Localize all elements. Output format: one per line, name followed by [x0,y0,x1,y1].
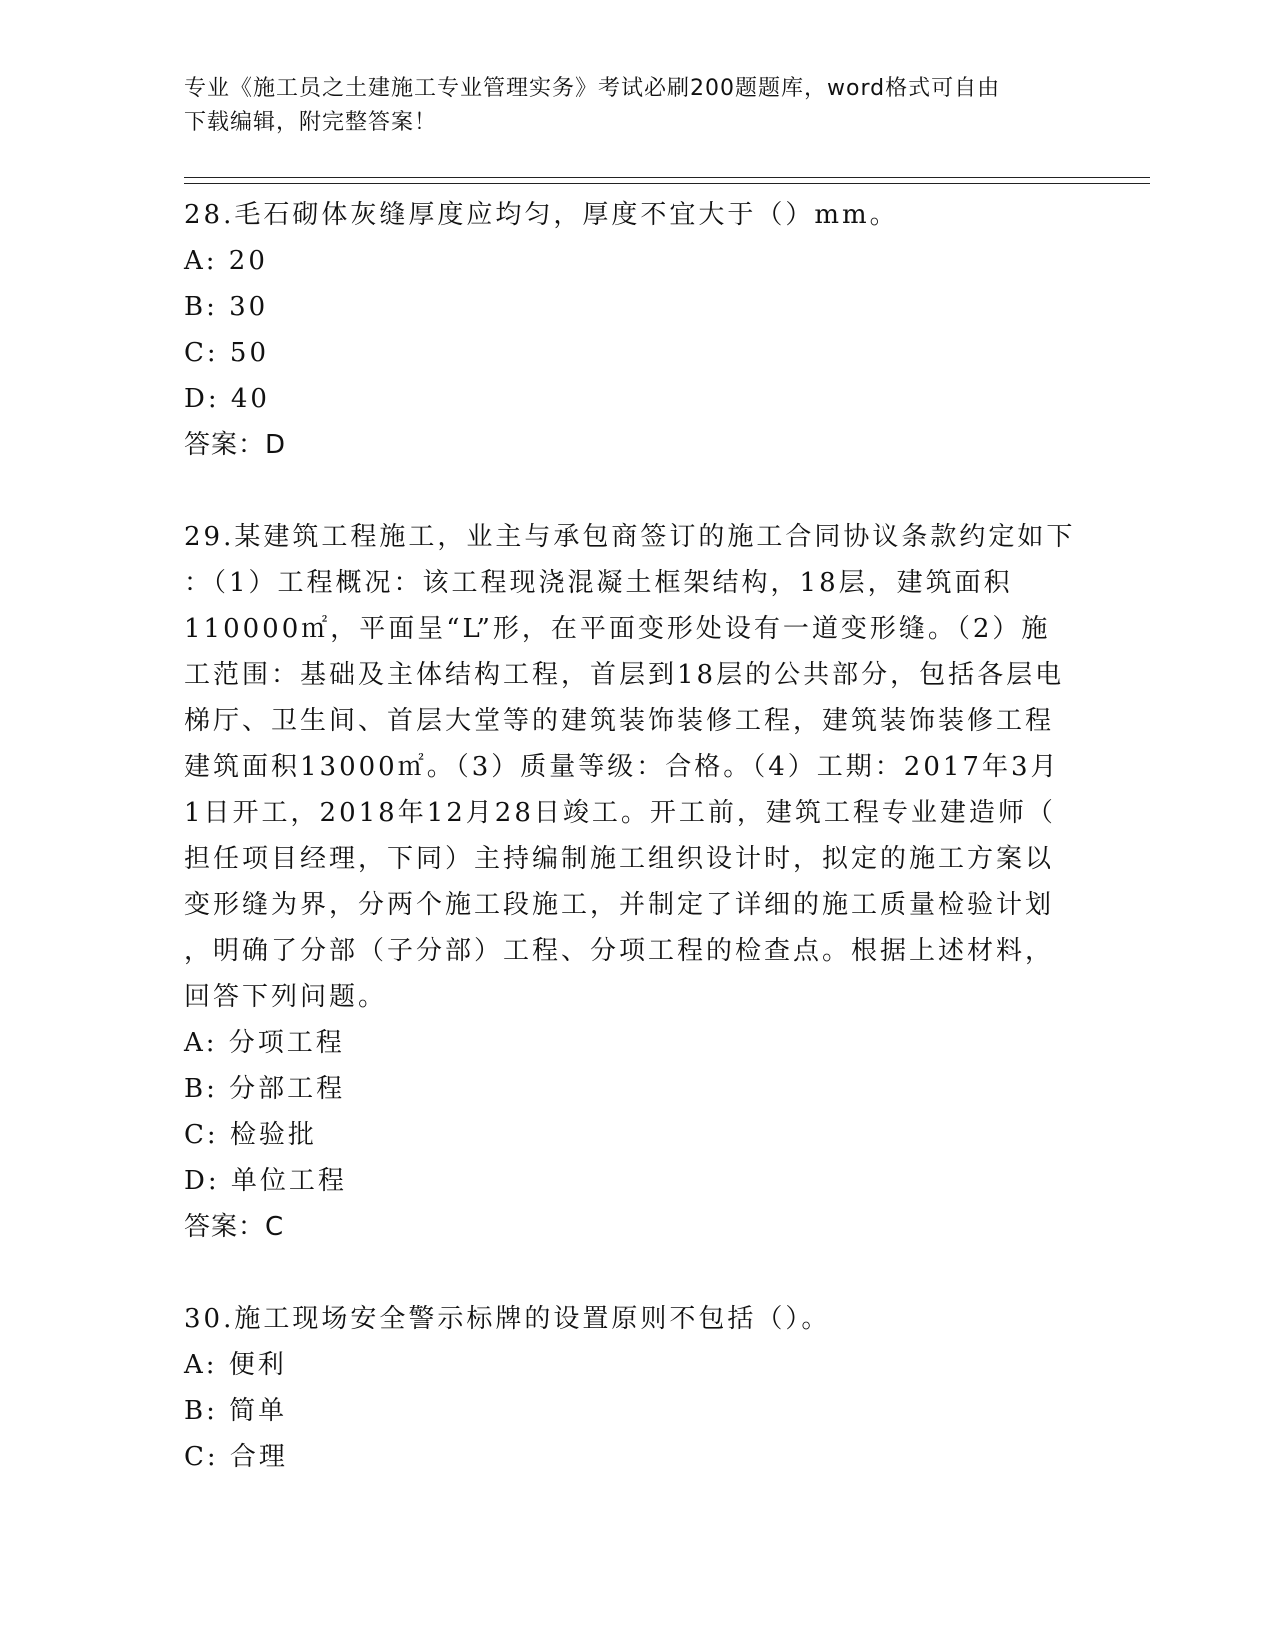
question-stem-line: 1日开工，2018年12月28日竣工。开工前，建筑工程专业建造师（ [184,798,1056,828]
question-stem-line: 变形缝为界，分两个施工段施工，并制定了详细的施工质量检验计划 [184,890,1055,920]
header-line-1: 专业《施工员之土建施工专业管理实务》考试必刷200题题库，word格式可自由 [184,76,1001,101]
option-d: D: 单位工程 [184,1166,347,1196]
question-stem-line: ，明确了分部（子分部）工程、分项工程的检查点。根据上述材料， [184,936,1055,966]
option-a: A: 分项工程 [184,1028,345,1058]
question-29 [184,514,1084,1250]
question-list [184,192,1084,1480]
question-stem-line: 28.毛石砌体灰缝厚度应均匀，厚度不宜大于（）mm。 [184,200,899,230]
question-30 [184,1296,1084,1480]
question-stem-line: ：（1）工程概况：该工程现浇混凝土框架结构，18层，建筑面积 [184,568,1013,598]
question-stem-line: 梯厅、卫生间、首层大堂等的建筑装饰装修工程，建筑装饰装修工程 [184,706,1055,736]
option-a: A: 便利 [184,1350,287,1380]
answer-label: 答案：D [184,430,287,460]
header-divider-top [184,177,1150,178]
option-c: C: 检验批 [184,1120,317,1150]
option-c: C: 合理 [184,1442,288,1472]
answer-label: 答案：C [184,1212,285,1242]
option-c: C: 50 [184,338,270,368]
header-line-2: 下载编辑，附完整答案！ [184,110,438,135]
header-divider-bottom [184,183,1150,184]
question-stem-line: 回答下列问题。 [184,982,388,1012]
option-b: B: 简单 [184,1396,288,1426]
option-b: B: 分部工程 [184,1074,346,1104]
question-28 [184,192,1084,468]
option-d: D: 40 [184,384,270,414]
question-stem-line: 110000㎡，平面呈“L”形，在平面变形处设有一道变形缝。（2）施 [184,614,1051,644]
option-b: B: 30 [184,292,269,322]
question-stem-line: 30.施工现场安全警示标牌的设置原则不包括（）。 [184,1304,831,1334]
question-stem-line: 工范围：基础及主体结构工程，首层到18层的公共部分，包括各层电 [184,660,1065,690]
question-stem-line: 建筑面积13000㎡。（3）质量等级：合格。（4）工期：2017年3月 [184,752,1060,782]
question-stem-line: 担任项目经理，下同）主持编制施工组织设计时，拟定的施工方案以 [184,844,1055,874]
document-header [184,72,1084,140]
option-a: A: 20 [184,246,268,276]
question-stem-line: 29.某建筑工程施工，业主与承包商签订的施工合同协议条款约定如下 [184,522,1076,552]
